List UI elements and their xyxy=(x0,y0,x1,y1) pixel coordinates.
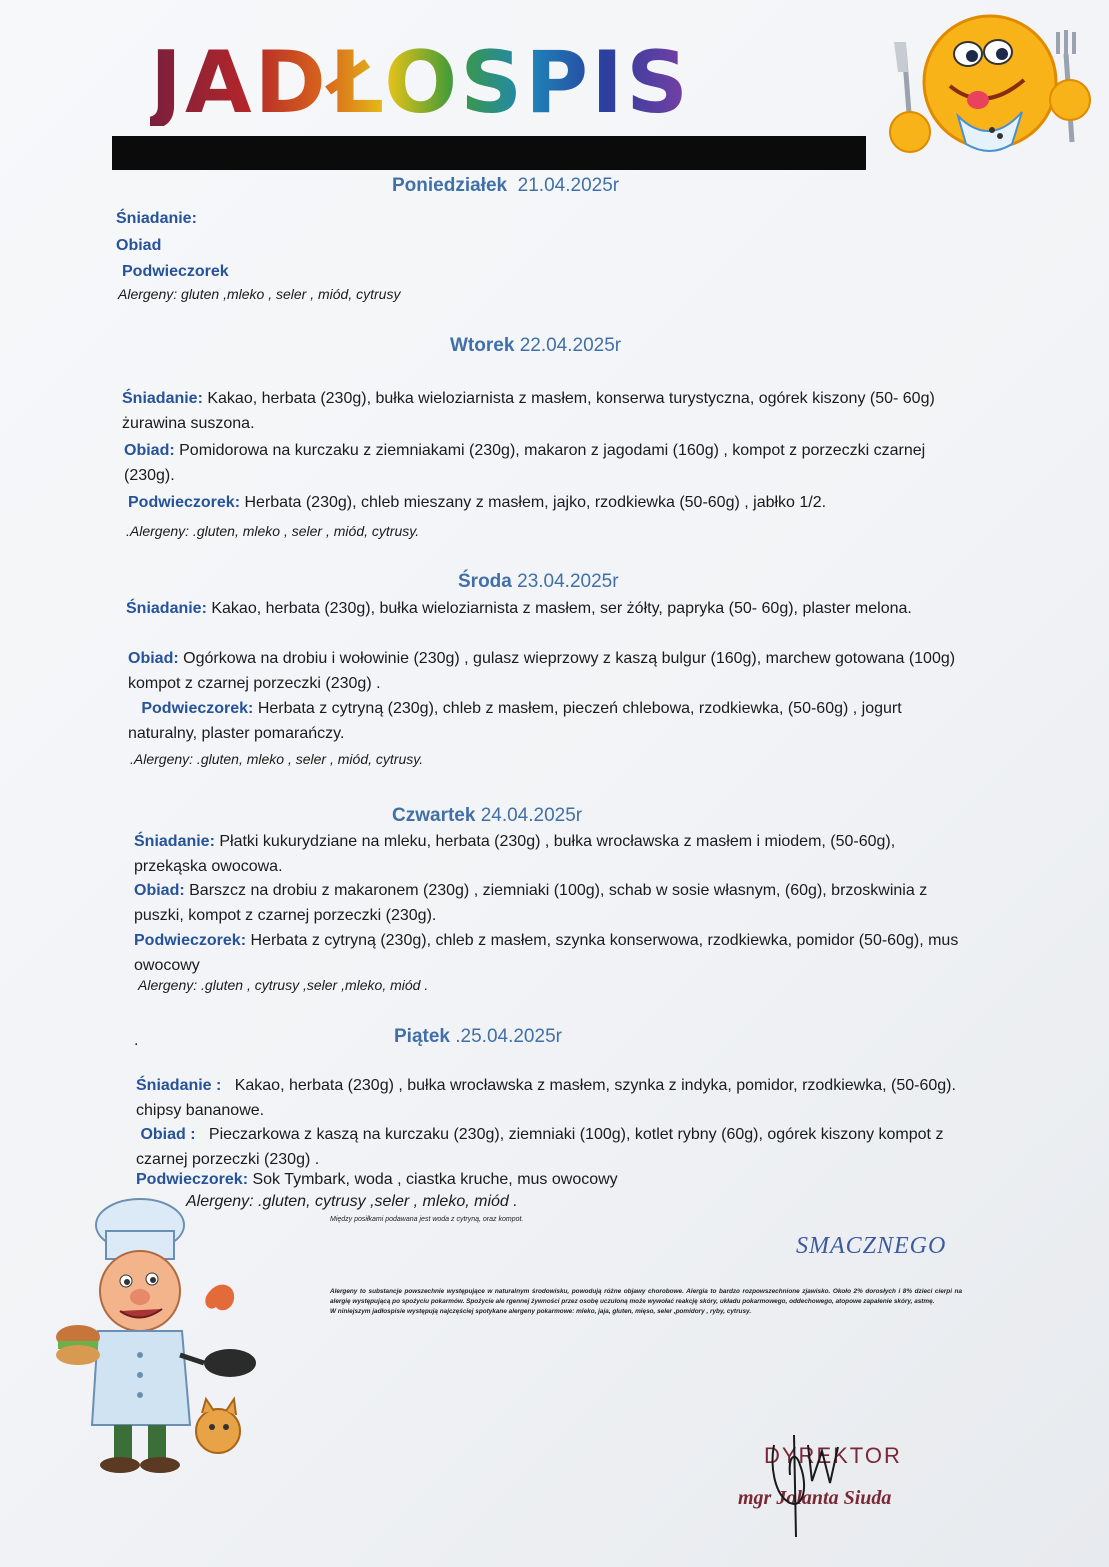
wednesday-allergens: .Alergeny: .gluten, mleko , seler , miód, cytrusy. xyxy=(130,751,424,767)
redaction-bar xyxy=(112,136,866,170)
tuesday-allergens: .Alergeny: .gluten, mleko , seler , miód, cytrusy. xyxy=(126,523,420,539)
day-heading-friday: Piątek .25.04.2025r xyxy=(394,1026,562,1047)
day-heading-monday: Poniedziałek 21.04.2025r xyxy=(392,175,620,196)
tuesday-snack: Podwieczorek: Herbata (230g), chleb mieszany z masłem, jajko, rzodkiewka (50-60g) , jabłko 1/2. xyxy=(128,494,827,511)
handwritten-signature-icon xyxy=(760,1425,870,1540)
thursday-allergens: Alergeny: .gluten , cytrusy ,seler ,mleko, miód . xyxy=(138,977,429,993)
thursday-lunch: Obiad: Barszcz na drobiu z makaronem (230g) , ziemniaki (100g), schab w sosie własnym, (60g), brzoskwinia z puszki, kompot z czarnej porzeczki (230g). xyxy=(134,882,928,924)
page-title: JADŁOSPIS xyxy=(150,33,692,133)
water-note: Między posiłkami podawana jest woda z cytryną, oraz kompot. xyxy=(330,1216,524,1223)
chef-illustration-icon xyxy=(40,1195,270,1495)
wednesday-lunch: Obiad: Ogórkowa na drobiu i wołowinie (230g) , gulasz wieprzowy z kaszą bulgur (160g), marchew gotowana (100g) kompot z czarnej porzeczki (230g) . xyxy=(128,650,956,692)
friday-lunch: Obiad : Pieczarkowa z kaszą na kurczaku (230g), ziemniaki (100g), kotlet rybny (60g), ogórek kiszony kompot z czarnej porzeczki (230g) . xyxy=(136,1126,944,1168)
friday-allergens: Alergeny: .gluten, cytrusy ,seler , mleko, miód . xyxy=(186,1193,518,1210)
day-heading-tuesday: Wtorek 22.04.2025r xyxy=(450,335,622,356)
friday-snack: Podwieczorek: Sok Tymbark, woda , ciastka kruche, mus owocowy xyxy=(136,1171,618,1188)
director-name: mgr Jolanta Siuda xyxy=(738,1487,892,1509)
closing-greeting: SMACZNEGO xyxy=(796,1233,947,1259)
monday-allergens: Alergeny: gluten ,mleko , seler , miód, cytrusy xyxy=(118,286,401,302)
director-title: DYREKTOR xyxy=(764,1443,902,1468)
wednesday-snack: Podwieczorek: Herbata z cytryną (230g), chleb z masłem, pieczeń chlebowa, rzodkiewka, (50-60g) , jogurt naturalny, plaster pomarańczy. xyxy=(128,700,902,742)
monday-snack: Podwieczorek xyxy=(122,263,229,280)
stray-dot: . xyxy=(134,1032,139,1049)
day-heading-wednesday: Środa 23.04.2025r xyxy=(458,571,619,592)
thursday-breakfast: Śniadanie: Płatki kukurydziane na mleku, herbata (230g) , bułka wrocławska z masłem i miodem, (50-60g), przekąska owocowa. xyxy=(134,833,896,875)
wednesday-breakfast: Śniadanie: Kakao, herbata (230g), bułka wieloziarnista z masłem, ser żółty, papryka (50- 60g), plaster melona. xyxy=(126,600,912,617)
monday-lunch: Obiad xyxy=(116,237,162,254)
thursday-snack: Podwieczorek: Herbata z cytryną (230g), chleb z masłem, szynka konserwowa, rzodkiewka, pomidor (50-60g), mus owocowy xyxy=(134,932,959,974)
monday-breakfast: Śniadanie: xyxy=(116,210,197,227)
friday-breakfast: Śniadanie : Kakao, herbata (230g) , bułka wrocławska z masłem, szynka z indyka, pomidor, rzodkiewka, (50-60g). chipsy bananowe. xyxy=(136,1077,956,1119)
day-heading-thursday: Czwartek 24.04.2025r xyxy=(392,805,583,826)
smiley-mascot-icon xyxy=(882,12,1100,162)
tuesday-breakfast: Śniadanie: Kakao, herbata (230g), bułka wieloziarnista z masłem, konserwa turystyczna, ogórek kiszony (50- 60g) żurawina suszona. xyxy=(122,390,935,432)
tuesday-lunch: Obiad: Pomidorowa na kurczaku z ziemniakami (230g), makaron z jagodami (160g) , kompot z porzeczki czarnej (230g). xyxy=(124,442,926,484)
allergy-notice: Alergeny to substancje powszechnie występujące w naturalnym środowisku, powodują różne objawy chorobowe. Alergia to bardzo rozpowszechnione zjawisko. Około 2% dorosłych i 8% dzieci cierpi na alergię występującą po spożyciu pokarmów. Spożycie ale rgennej żywności przez osobę uczuloną może wywołać reakcję skóry, układu pokarmowego, oddechowego, atopowe zapalenie skóry, astmę. W niniejszym jadłospisie występują najczęściej spotykane alergeny pokarmowe: mleko, jaja, gluten, mięso, seler ,pomidory , ryby, cytrusy. xyxy=(330,1288,962,1315)
